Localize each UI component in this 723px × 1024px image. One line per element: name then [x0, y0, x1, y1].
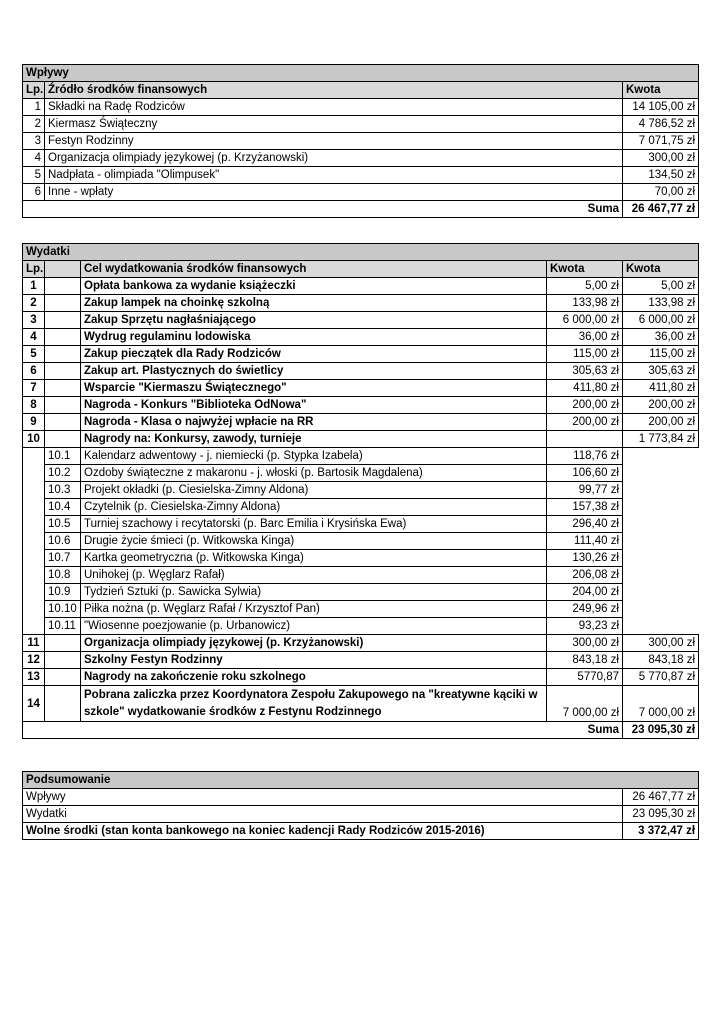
expense-group-total: 1 773,84 zł: [623, 431, 699, 448]
expense-row-a1: 843,18 zł: [547, 652, 623, 669]
expense-row-a1: 200,00 zł: [547, 397, 623, 414]
income-row-lp: 6: [23, 184, 45, 201]
expense-row14-a1: 7 000,00 zł: [547, 686, 623, 722]
summary-table: [22, 771, 699, 840]
expenses-col-sub: [45, 261, 81, 278]
expense-subrow-name: Tydzień Sztuki (p. Sawicka Sylwia): [81, 584, 547, 601]
expense-subrow-spacer: [23, 499, 45, 516]
expense-row: [23, 295, 699, 312]
expenses-col-amount1: Kwota: [547, 261, 623, 278]
expense-row14-sub: [45, 686, 81, 722]
income-row: [23, 150, 699, 167]
expense-subrow-lp: 10.1: [45, 448, 81, 465]
expense-subrow-a1: 99,77 zł: [547, 482, 623, 499]
expense-subrow-spacer: [23, 618, 45, 635]
expense-row: [23, 346, 699, 363]
expense-row14-lp: 14: [23, 686, 45, 722]
expenses-section-title: Wydatki: [23, 244, 699, 261]
expense-row-a2: 200,00 zł: [623, 397, 699, 414]
expense-subrow-spacer: [23, 567, 45, 584]
expense-row-name: Opłata bankowa za wydanie książeczki: [81, 278, 547, 295]
income-row-name: Festyn Rodzinny: [45, 133, 623, 150]
expense-row-a2: 5,00 zł: [623, 278, 699, 295]
expense-row-a2: 5 770,87 zł: [623, 669, 699, 686]
income-row: [23, 184, 699, 201]
income-row-lp: 3: [23, 133, 45, 150]
expense-subrow-lp: 10.8: [45, 567, 81, 584]
expense-row-name: Szkolny Festyn Rodzinny: [81, 652, 547, 669]
expense-row: [23, 278, 699, 295]
expense-subrow: [23, 567, 699, 584]
expense-subrow-lp: 10.6: [45, 533, 81, 550]
expense-row-a1: 5,00 zł: [547, 278, 623, 295]
expense-row: [23, 329, 699, 346]
expense-row-sub: [45, 312, 81, 329]
expense-row-name: Nagroda - Konkurs "Biblioteka OdNowa": [81, 397, 547, 414]
expense-subrow: [23, 550, 699, 567]
income-table: [22, 64, 699, 218]
expense-row-a1: 133,98 zł: [547, 295, 623, 312]
expense-subrow-lp: 10.10: [45, 601, 81, 618]
expense-row-a2: 115,00 zł: [623, 346, 699, 363]
expense-subrow-name: "Wiosenne poezjowanie (p. Urbanowicz): [81, 618, 547, 635]
expense-subrow-lp: 10.4: [45, 499, 81, 516]
income-row-amount: 7 071,75 zł: [623, 133, 699, 150]
expenses-col-lp: Lp.: [23, 261, 45, 278]
expense-subrow: [23, 618, 699, 635]
expense-row-name: Nagroda - Klasa o najwyżej wpłacie na RR: [81, 414, 547, 431]
expense-row-lp: 9: [23, 414, 45, 431]
income-row-amount: 14 105,00 zł: [623, 99, 699, 116]
expense-subrow-lp: 10.3: [45, 482, 81, 499]
expense-row-name: Wsparcie "Kiermaszu Świątecznego": [81, 380, 547, 397]
expense-row-a1: 300,00 zł: [547, 635, 623, 652]
income-sum-spacer: [23, 201, 45, 218]
expense-row-name: Zakup art. Plastycznych do świetlicy: [81, 363, 547, 380]
expense-row-a2: 411,80 zł: [623, 380, 699, 397]
expense-subrow: [23, 584, 699, 601]
expense-row: [23, 635, 699, 652]
expense-row-lp: 1: [23, 278, 45, 295]
expense-subrow-lp: 10.2: [45, 465, 81, 482]
expense-subrow-lp: 10.11: [45, 618, 81, 635]
expense-row-lp: 2: [23, 295, 45, 312]
expense-row-sub: [45, 363, 81, 380]
expense-row-sub: [45, 635, 81, 652]
summary-section-title: Podsumowanie: [23, 772, 699, 789]
expense-subrow: [23, 465, 699, 482]
income-row-name: Inne - wpłaty: [45, 184, 623, 201]
expenses-col-purpose: Cel wydatkowania środków finansowych: [81, 261, 547, 278]
expense-row-sub: [45, 278, 81, 295]
expense-row: [23, 363, 699, 380]
expense-subrow: [23, 601, 699, 618]
expense-subrow-name: Ozdoby świąteczne z makaronu - j. włoski (p. Bartosik Magdalena): [81, 465, 547, 482]
expense-row-lp: 3: [23, 312, 45, 329]
expense-subrow-name: Unihokej (p. Węglarz Rafał): [81, 567, 547, 584]
expense-subrow-name: Projekt okładki (p. Ciesielska-Zimny Aldona): [81, 482, 547, 499]
expense-row-lp: 4: [23, 329, 45, 346]
expense-row-sub: [45, 669, 81, 686]
expenses-table: [22, 243, 699, 739]
expense-row-a1: 200,00 zł: [547, 414, 623, 431]
expenses-sum-label: Suma: [23, 722, 623, 739]
expense-row-a1: 36,00 zł: [547, 329, 623, 346]
expense-subrow: [23, 448, 699, 465]
income-row-name: Nadpłata - olimpiada "Olimpusek": [45, 167, 623, 184]
expense-subrow-a1: 249,96 zł: [547, 601, 623, 618]
income-row-lp: 5: [23, 167, 45, 184]
expense-row: [23, 312, 699, 329]
expense-subrow-spacer: [23, 533, 45, 550]
expense-subrow-name: Kalendarz adwentowy - j. niemiecki (p. Stypka Izabela): [81, 448, 547, 465]
expense-row-a2: 36,00 zł: [623, 329, 699, 346]
expense-row-lp: 7: [23, 380, 45, 397]
income-row: [23, 133, 699, 150]
expense-row-a2: 200,00 zł: [623, 414, 699, 431]
income-row-name: Składki na Radę Rodziców: [45, 99, 623, 116]
expense-subrow-a1: 93,23 zł: [547, 618, 623, 635]
summary-row-value: 26 467,77 zł: [623, 789, 699, 806]
income-sum-label: Suma: [45, 201, 623, 218]
expense-row-name: Zakup lampek na choinkę szkolną: [81, 295, 547, 312]
expense-subrow-spacer: [23, 550, 45, 567]
expense-subrow-a1: 106,60 zł: [547, 465, 623, 482]
expense-subrow: [23, 516, 699, 533]
income-col-amount: Kwota: [623, 82, 699, 99]
expense-row-sub: [45, 397, 81, 414]
expense-subrow-name: Piłka nożna (p. Węglarz Rafał / Krzysztof Pan): [81, 601, 547, 618]
expense-subrow: [23, 533, 699, 550]
expense-row10-lp: 10: [23, 431, 45, 448]
expense-subrow-spacer: [23, 584, 45, 601]
income-col-source: Źródło środków finansowych: [45, 82, 623, 99]
expense-row-lp: 13: [23, 669, 45, 686]
expense-row: [23, 652, 699, 669]
summary-row: [23, 789, 699, 806]
expense-row-lp: 11: [23, 635, 45, 652]
expense-row-sub: [45, 414, 81, 431]
income-row-name: Organizacja olimpiady językowej (p. Krzyżanowski): [45, 150, 623, 167]
summary-row-value: 23 095,30 zł: [623, 806, 699, 823]
expense-row-name: Organizacja olimpiady językowej (p. Krzyżanowski): [81, 635, 547, 652]
expense-subrow-a1: 118,76 zł: [547, 448, 623, 465]
expense-subrow-a1: 111,40 zł: [547, 533, 623, 550]
expense-subrow-a1: 204,00 zł: [547, 584, 623, 601]
expense-row14-a2: 7 000,00 zł: [623, 686, 699, 722]
summary-row: [23, 806, 699, 823]
income-row: [23, 116, 699, 133]
expense-row-name: Zakup pieczątek dla Rady Rodziców: [81, 346, 547, 363]
expense-row10-name: Nagrody na: Konkursy, zawody, turnieje: [81, 431, 547, 448]
expense-row-sub: [45, 295, 81, 312]
expense-row-name: Wydrug regulaminu lodowiska: [81, 329, 547, 346]
expense-row-lp: 5: [23, 346, 45, 363]
expense-row-a1: 5770,87: [547, 669, 623, 686]
expense-subrow-name: Turniej szachowy i recytatorski (p. Barc Emilia i Krysińska Ewa): [81, 516, 547, 533]
income-row: [23, 99, 699, 116]
expense-subrow-lp: 10.7: [45, 550, 81, 567]
expense-subrow-spacer: [23, 465, 45, 482]
expense-row-name: Zakup Sprzętu nagłaśniającego: [81, 312, 547, 329]
expense-row10-sub: [45, 431, 81, 448]
expenses-sum-value: 23 095,30 zł: [623, 722, 699, 739]
income-section-title: Wpływy: [23, 65, 699, 82]
expense-row-a1: 305,63 zł: [547, 363, 623, 380]
expense-row-a2: 300,00 zł: [623, 635, 699, 652]
expense-row-a2: 133,98 zł: [623, 295, 699, 312]
income-row-lp: 1: [23, 99, 45, 116]
expense-subrow-spacer: [23, 516, 45, 533]
expense-row-lp: 12: [23, 652, 45, 669]
expense-subrow-a1: 130,26 zł: [547, 550, 623, 567]
expense-subrow-lp: 10.5: [45, 516, 81, 533]
income-row-amount: 134,50 zł: [623, 167, 699, 184]
expense-row-a1: 6 000,00 zł: [547, 312, 623, 329]
income-row: [23, 167, 699, 184]
income-row-name: Kiermasz Świąteczny: [45, 116, 623, 133]
expense-row-sub: [45, 652, 81, 669]
expense-row-sub: [45, 346, 81, 363]
income-row-lp: 4: [23, 150, 45, 167]
expense-subrow-name: Kartka geometryczna (p. Witkowska Kinga): [81, 550, 547, 567]
expense-row-a1: 115,00 zł: [547, 346, 623, 363]
expense-row-name: Nagrody na zakończenie roku szkolnego: [81, 669, 547, 686]
expense-row-a2: 305,63 zł: [623, 363, 699, 380]
expense-row: [23, 669, 699, 686]
expenses-col-amount2: Kwota: [623, 261, 699, 278]
expense-subrow-name: Czytelnik (p. Ciesielska-Zimny Aldona): [81, 499, 547, 516]
income-sum-value: 26 467,77 zł: [623, 201, 699, 218]
expense-subrow-a1: 296,40 zł: [547, 516, 623, 533]
expense-subrow-lp: 10.9: [45, 584, 81, 601]
expense-subrow-a1: 206,08 zł: [547, 567, 623, 584]
expense-subrow: [23, 482, 699, 499]
expense-row-a2: 6 000,00 zł: [623, 312, 699, 329]
income-row-amount: 4 786,52 zł: [623, 116, 699, 133]
summary-free-funds-value: 3 372,47 zł: [623, 823, 699, 840]
expense-row14-name: Pobrana zaliczka przez Koordynatora Zespołu Zakupowego na "kreatywne kąciki w szkole" wydatkowanie środków z Festynu Rodzinnego: [81, 686, 547, 722]
income-col-lp: Lp.: [23, 82, 45, 99]
income-row-amount: 300,00 zł: [623, 150, 699, 167]
income-row-lp: 2: [23, 116, 45, 133]
expense-row-sub: [45, 329, 81, 346]
expense-row-a2: 843,18 zł: [623, 652, 699, 669]
income-row-amount: 70,00 zł: [623, 184, 699, 201]
summary-free-funds-label: Wolne środki (stan konta bankowego na koniec kadencji Rady Rodziców 2015-2016): [23, 823, 623, 840]
expense-subrow-spacer: [23, 448, 45, 465]
expense-row-lp: 8: [23, 397, 45, 414]
expense-row10-a1: [547, 431, 623, 448]
expense-subrow-spacer: [23, 482, 45, 499]
expense-row-a1: 411,80 zł: [547, 380, 623, 397]
summary-row-label: Wydatki: [23, 806, 623, 823]
expense-row-sub: [45, 380, 81, 397]
expense-row: [23, 414, 699, 431]
summary-row-label: Wpływy: [23, 789, 623, 806]
expense-row-lp: 6: [23, 363, 45, 380]
expense-subrow-spacer: [23, 601, 45, 618]
expense-row: [23, 397, 699, 414]
expense-subrow: [23, 499, 699, 516]
expense-subrow-a1: 157,38 zł: [547, 499, 623, 516]
expense-row: [23, 380, 699, 397]
expense-subrow-name: Drugie życie śmieci (p. Witkowska Kinga): [81, 533, 547, 550]
